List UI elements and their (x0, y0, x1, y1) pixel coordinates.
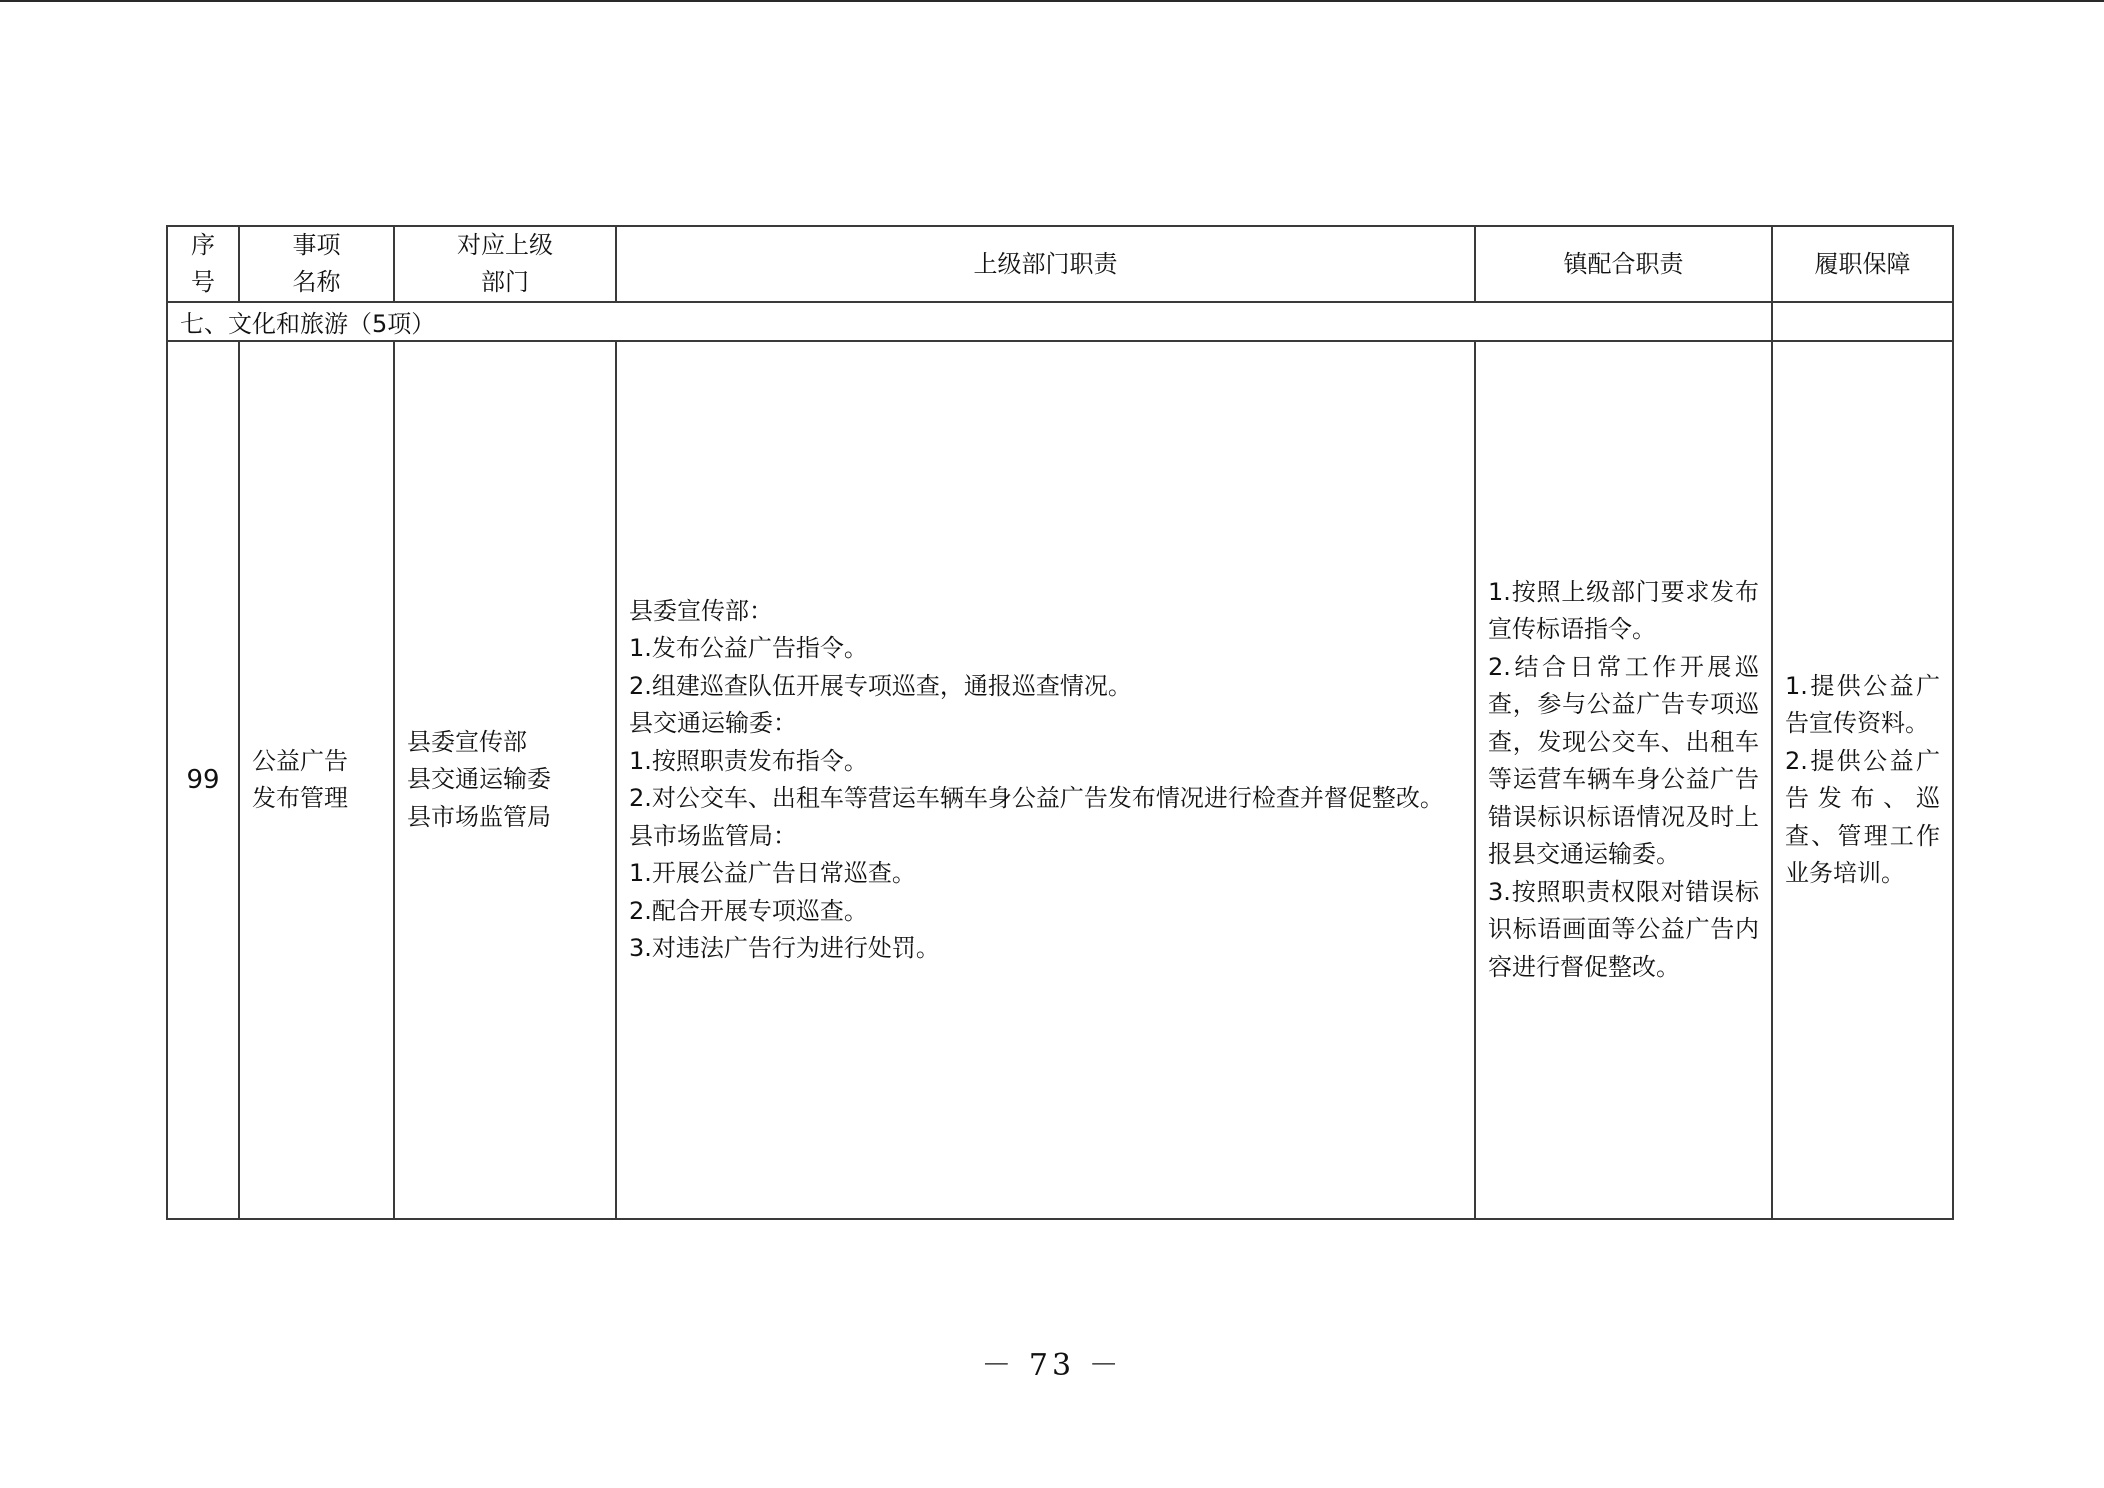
header-item-name (239, 226, 394, 302)
row-departments (394, 341, 616, 1219)
guarantee-paragraph: 2.提供公益广告发布、巡查、管理工作业务培训。 (1785, 746, 1940, 887)
upper-duty-line: 县市场监管局： (629, 821, 797, 850)
upper-duty-line: 1.发布公益广告指令。 (629, 634, 868, 662)
guarantee-paragraph: 1.提供公益广告宣传资料。 (1785, 671, 1940, 737)
upper-duty-line: 2.组建巡查队伍开展专项巡查，通报巡查情况。 (629, 671, 1132, 700)
row-upper-duties (616, 341, 1475, 1219)
upper-duty-line: 1.开展公益广告日常巡查。 (629, 859, 916, 887)
upper-duty-line: 县委宣传部： (629, 596, 773, 625)
header-upper-duties: 上级部门职责 (616, 226, 1475, 302)
section-title: 七、文化和旅游（5项） (167, 302, 1772, 341)
upper-duty-line: 2.配合开展专项巡查。 (629, 896, 868, 925)
header-dept-line1: 对应上级 (457, 231, 553, 259)
header-seq-line1: 序 (191, 231, 215, 259)
header-seq-line2: 号 (191, 268, 215, 296)
department-line: 县交通运输委 (407, 765, 551, 794)
row-town-duties (1475, 341, 1772, 1219)
row-guarantee (1772, 341, 1953, 1219)
duty-table (166, 225, 1954, 1220)
section-row (167, 302, 1953, 341)
header-item-line1: 事项 (292, 231, 341, 259)
header-town-duties: 镇配合职责 (1475, 226, 1772, 302)
header-item-line2: 名称 (292, 268, 341, 296)
table-row (167, 341, 1953, 1219)
town-duty-paragraph: 3.按照职责权限对错误标识标语画面等公益广告内容进行督促整改。 (1488, 877, 1759, 981)
town-duty-paragraph: 1.按照上级部门要求发布宣传标语指令。 (1488, 577, 1759, 644)
item-name-line: 发布管理 (252, 784, 348, 812)
header-department (394, 226, 616, 302)
department-line: 县市场监管局 (407, 802, 551, 831)
upper-duty-line: 3.对违法广告行为进行处罚。 (629, 934, 940, 962)
item-name-line: 公益广告 (252, 746, 348, 775)
top-border-line (0, 0, 2104, 2)
header-guarantee: 履职保障 (1772, 226, 1953, 302)
row-item-name (239, 341, 394, 1219)
section-empty-cell (1772, 302, 1953, 341)
town-duty-paragraph: 2.结合日常工作开展巡查，参与公益广告专项巡查，发现公交车、出租车等运营车辆车身公益广告错误标识标语情况及时上报县交通运输委。 (1488, 652, 1759, 869)
department-line: 县委宣传部 (407, 727, 527, 756)
page-number: － 73 － (981, 1348, 1123, 1383)
row-seq: 99 (167, 341, 239, 1219)
upper-duty-line: 2.对公交车、出租车等营运车辆车身公益广告发布情况进行检查并督促整改。 (629, 784, 1444, 812)
upper-duty-line: 1.按照职责发布指令。 (629, 746, 868, 775)
upper-duty-line: 县交通运输委： (629, 709, 797, 737)
header-seq (167, 226, 239, 302)
header-dept-line2: 部门 (481, 268, 529, 296)
table-header-row (167, 226, 1953, 302)
